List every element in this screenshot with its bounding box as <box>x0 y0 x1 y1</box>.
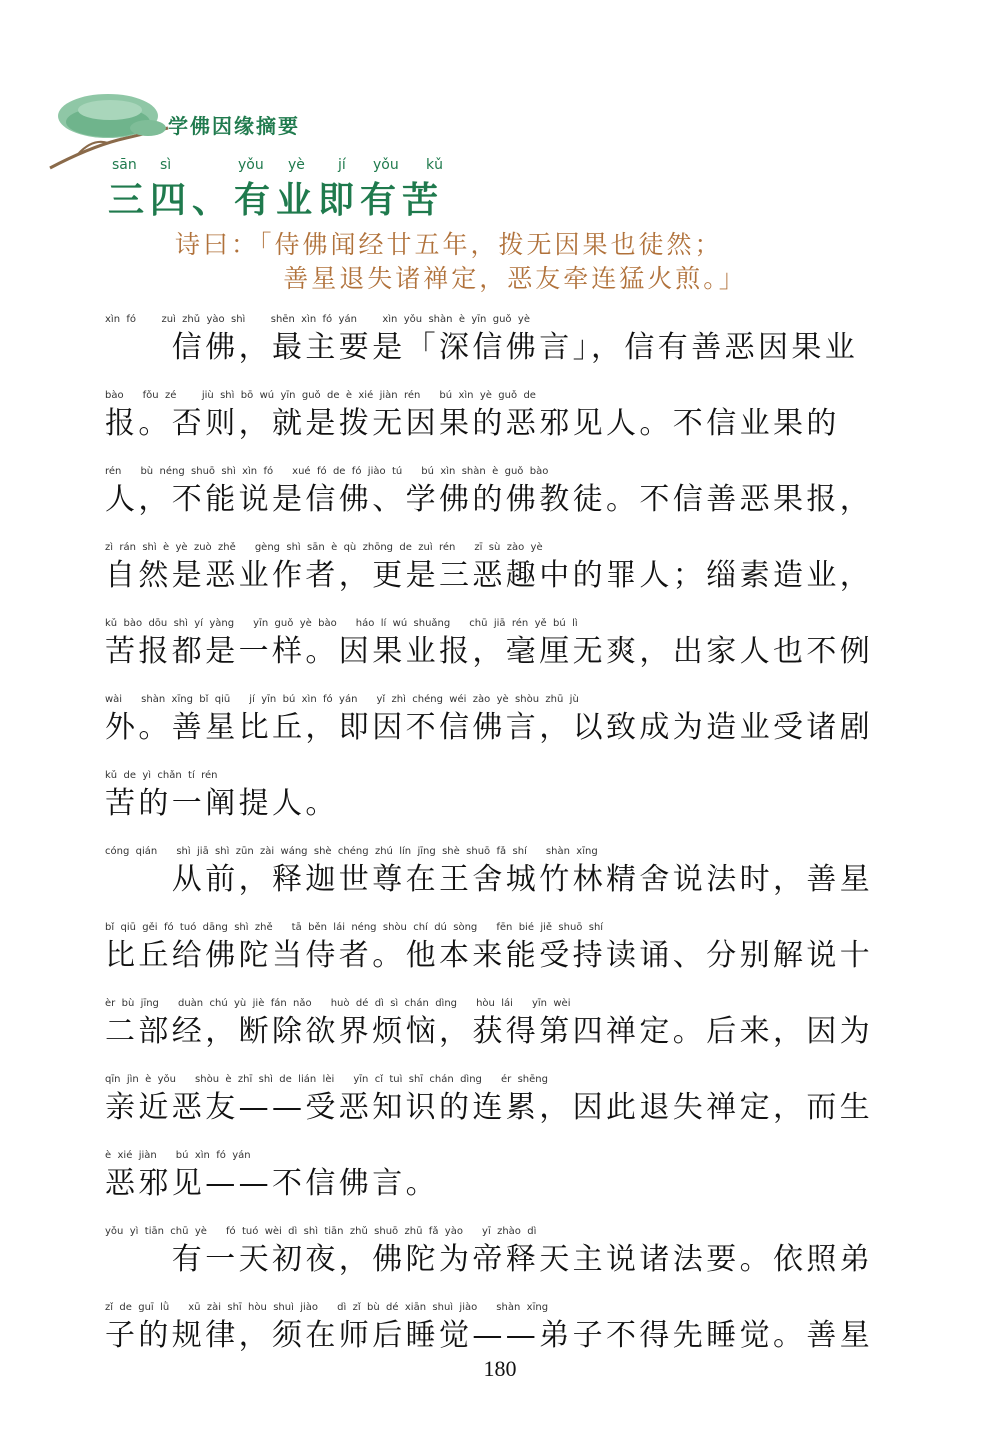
text-content: 从前，释迦世尊在王舍城竹林精舍说法时，善星 <box>105 862 874 897</box>
pinyin-line: bǐ qiū gěi fó tuó dāng shì zhě tā běn lái néng shòu chí dú sòng fēn bié jiě shuō shí <box>105 922 604 933</box>
text-content: 恶邪见——不信佛言。 <box>105 1166 439 1201</box>
text-line <box>105 314 905 384</box>
text-content: 自然是恶业作者，更是三恶趣中的罪人；缁素造业， <box>105 558 874 593</box>
text-line <box>105 922 905 992</box>
pinyin-line: zì rán shì è yè zuò zhě gèng shì sān è qù zhōng de zuì rén zī sù zào yè <box>105 542 543 553</box>
book-title: 学佛因缘摘要 <box>168 114 300 138</box>
pinyin-syllable: yǒu <box>373 157 399 173</box>
pinyin-syllable: yè <box>288 157 305 173</box>
pinyin-line: wài shàn xīng bǐ qiū jí yīn bú xìn fó yán yǐ zhì chéng wéi zào yè shòu zhū jù <box>105 694 579 705</box>
text-line <box>105 466 905 536</box>
text-content: 子的规律，须在师后睡觉——弟子不得先睡觉。善星 <box>105 1318 874 1353</box>
text-content: 比丘给佛陀当侍者。他本来能受持读诵、分别解说十 <box>105 938 874 973</box>
text-content: 有一天初夜，佛陀为帝释天主说诸法要。依照弟 <box>105 1242 874 1277</box>
pinyin-line: èr bù jīng duàn chú yù jiè fán nǎo huò dé dì sì chán dìng hòu lái yīn wèi <box>105 998 571 1009</box>
text-line <box>105 770 905 840</box>
pinyin-line: cóng qián shì jiā shì zūn zài wáng shè chéng zhú lín jīng shè shuō fǎ shí shàn xīng <box>105 846 598 857</box>
pinyin-syllable: jí <box>338 157 346 173</box>
pinyin-line: kǔ de yì chǎn tí rén <box>105 770 218 781</box>
text-content: 外。善星比丘，即因不信佛言，以致成为造业受诸剧 <box>105 710 874 745</box>
pinyin-line: bào fǒu zé jiù shì bō wú yīn guǒ de è xié jiàn rén bú xìn yè guǒ de <box>105 390 536 401</box>
pinyin-line: rén bù néng shuō shì xìn fó xué fó de fó jiào tú bú xìn shàn è guǒ bào <box>105 466 549 477</box>
text-line <box>105 1150 905 1220</box>
text-content: 人，不能说是信佛、学佛的佛教徒。不信善恶果报， <box>105 482 874 517</box>
pinyin-syllable: kǔ <box>426 157 443 173</box>
pinyin-line: zǐ de guī lǜ xū zài shī hòu shuì jiào dì zǐ bù dé xiān shuì jiào shàn xīng <box>105 1302 549 1313</box>
text-line <box>105 1226 905 1296</box>
text-line <box>105 998 905 1068</box>
pinyin-line: è xié jiàn bú xìn fó yán <box>105 1150 251 1161</box>
pinyin-syllable: yǒu <box>238 157 264 173</box>
text-line <box>105 1074 905 1144</box>
pinyin-line: yǒu yì tiān chū yè fó tuó wèi dì shì tiān zhǔ shuō zhū fǎ yào yī zhào dì <box>105 1226 537 1237</box>
pinyin-line: kǔ bào dōu shì yí yàng yīn guǒ yè bào háo lí wú shuǎng chū jiā rén yě bú lì <box>105 618 578 629</box>
text-line <box>105 390 905 460</box>
poem: 诗曰：「侍佛闻经廿五年，拨无因果也徒然； 善星退失诸禅定，恶友牵连猛火煎。」 <box>175 230 747 293</box>
chapter-title: 三四、有业即有苦 <box>108 180 445 221</box>
text-content: 报。否则，就是拨无因果的恶邪见人。不信业果的 <box>105 406 840 441</box>
text-line <box>105 618 905 688</box>
pinyin-syllable: sān <box>112 157 137 173</box>
pinyin-syllable: sì <box>160 157 172 173</box>
text-line <box>105 846 905 916</box>
text-content: 苦报都是一样。因果业报，毫厘无爽，出家人也不例 <box>105 634 874 669</box>
text-content: 苦的一阐提人。 <box>105 786 339 821</box>
text-content: 亲近恶友——受恶知识的连累，因此退失禅定，而生 <box>105 1090 874 1125</box>
text-content: 二部经，断除欲界烦恼，获得第四禅定。后来，因为 <box>105 1014 874 1049</box>
pinyin-line: xìn fó zuì zhǔ yào shì shēn xìn fó yán xìn yǒu shàn è yīn guǒ yè <box>105 314 530 325</box>
page-number: 180 <box>483 1356 517 1381</box>
text-line <box>105 694 905 764</box>
pinyin-line: qīn jìn è yǒu shòu è zhī shì de lián lèi yīn cǐ tuì shī chán dìng ér shēng <box>105 1074 548 1085</box>
text-content: 信佛，最主要是「深信佛言」，信有善恶因果业 <box>105 330 859 365</box>
text-line <box>105 542 905 612</box>
